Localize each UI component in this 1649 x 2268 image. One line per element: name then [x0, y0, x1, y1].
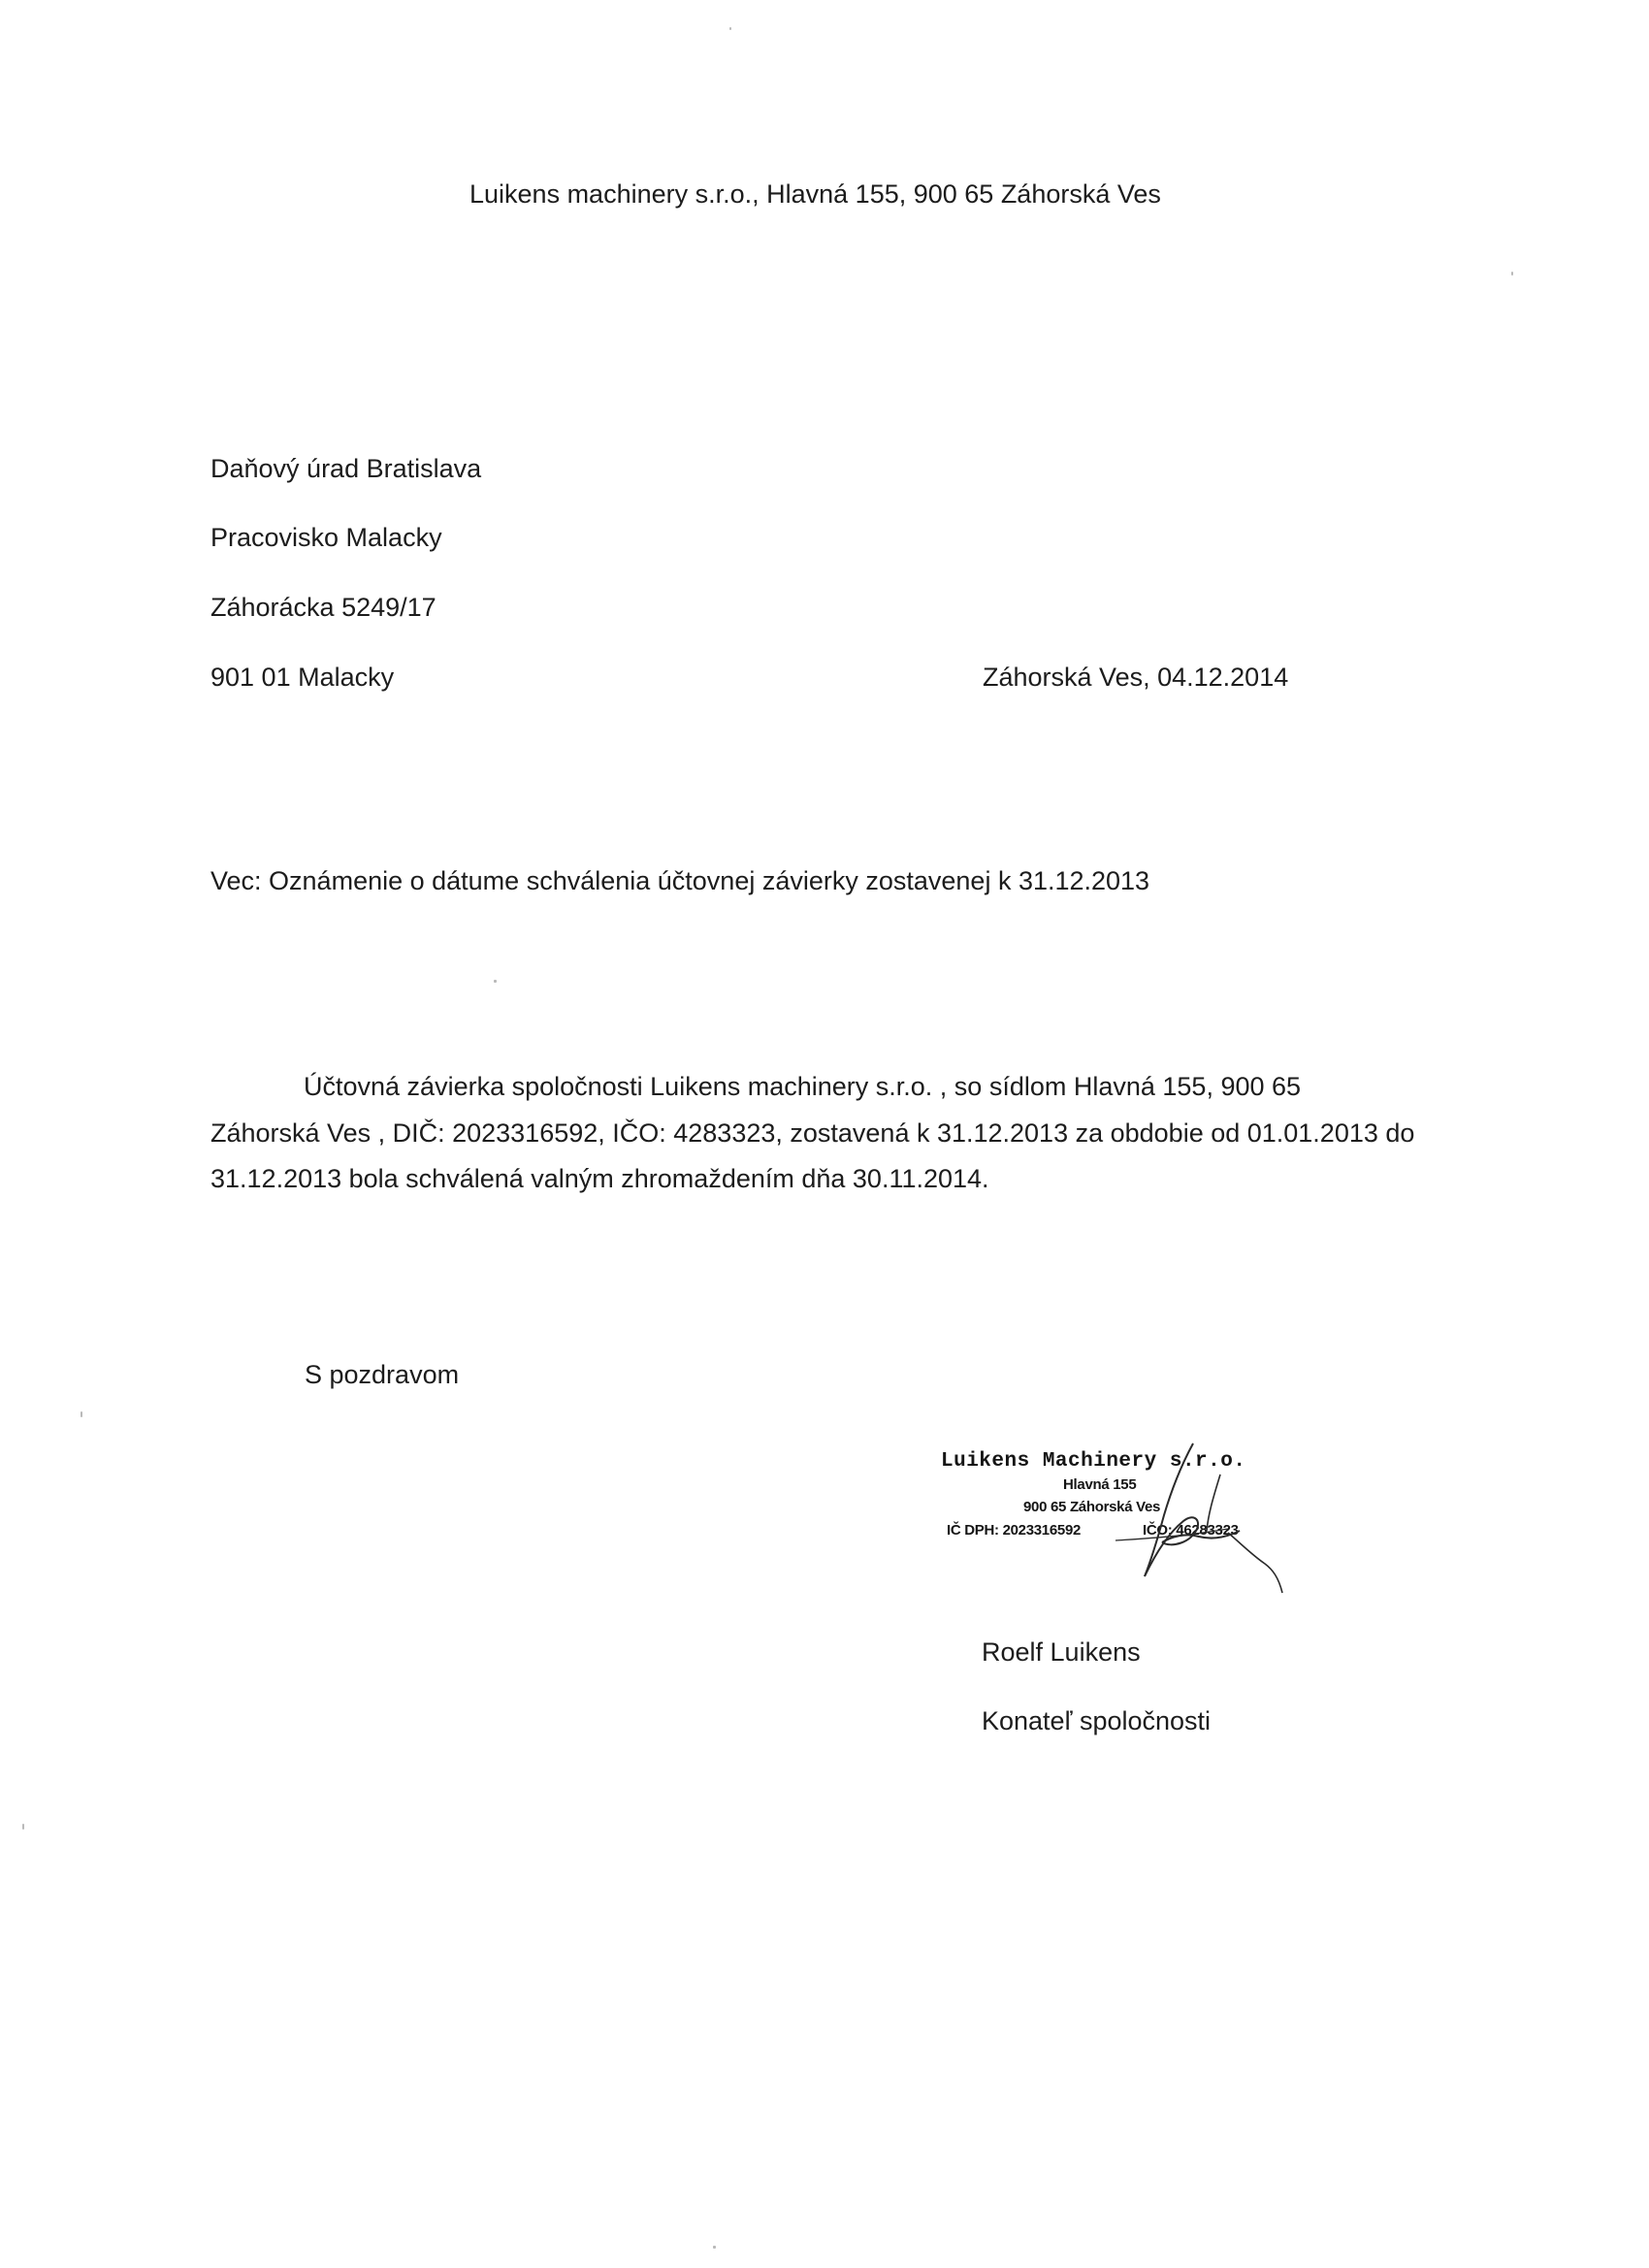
letter-body	[210, 1064, 1471, 1203]
signer-name: Roelf Luikens	[982, 1637, 1141, 1667]
scan-speck	[81, 1411, 82, 1417]
recipient-line-1: Daňový úrad Bratislava	[210, 454, 482, 483]
scan-speck	[494, 980, 497, 983]
stamp-company-id: IČO: 46283323	[1143, 1522, 1239, 1539]
scan-speck	[713, 2246, 716, 2249]
company-stamp	[931, 1450, 1290, 1596]
recipient-line-3: Záhorácka 5249/17	[210, 593, 436, 622]
stamp-vat-id: IČ DPH: 2023316592	[947, 1522, 1082, 1539]
place-and-date: Záhorská Ves, 04.12.2014	[983, 663, 1289, 692]
scan-speck	[1511, 272, 1513, 275]
signer-role: Konateľ spoločnosti	[982, 1706, 1212, 1735]
recipient-line-4: 901 01 Malacky	[210, 663, 395, 692]
stamp-city: 900 65 Záhorská Ves	[1023, 1499, 1161, 1515]
closing-greeting: S pozdravom	[305, 1360, 460, 1389]
body-line-3: 31.12.2013 bola schválená valným zhromaždením dňa 30.11.2014.	[210, 1164, 989, 1193]
subject-line: Vec: Oznámenie o dátume schválenia účtovnej závierky zostavenej k 31.12.2013	[210, 866, 1150, 895]
body-line-2: Záhorská Ves , DIČ: 2023316592, IČO: 4283323, zostavená k 31.12.2013 za obdobie od 01.01.2013 do	[210, 1118, 1415, 1148]
stamp-street: Hlavná 155	[1063, 1476, 1137, 1493]
scan-speck	[22, 1824, 24, 1830]
scan-speck	[729, 27, 731, 30]
letterhead: Luikens machinery s.r.o., Hlavná 155, 900 65 Záhorská Ves	[469, 179, 1161, 209]
stamp-company-name: Luikens Machinery s.r.o.	[941, 1450, 1246, 1473]
recipient-line-2: Pracovisko Malacky	[210, 523, 442, 552]
body-line-1: Účtovná závierka spoločnosti Luikens machinery s.r.o. , so sídlom Hlavná 155, 900 65	[304, 1072, 1302, 1101]
